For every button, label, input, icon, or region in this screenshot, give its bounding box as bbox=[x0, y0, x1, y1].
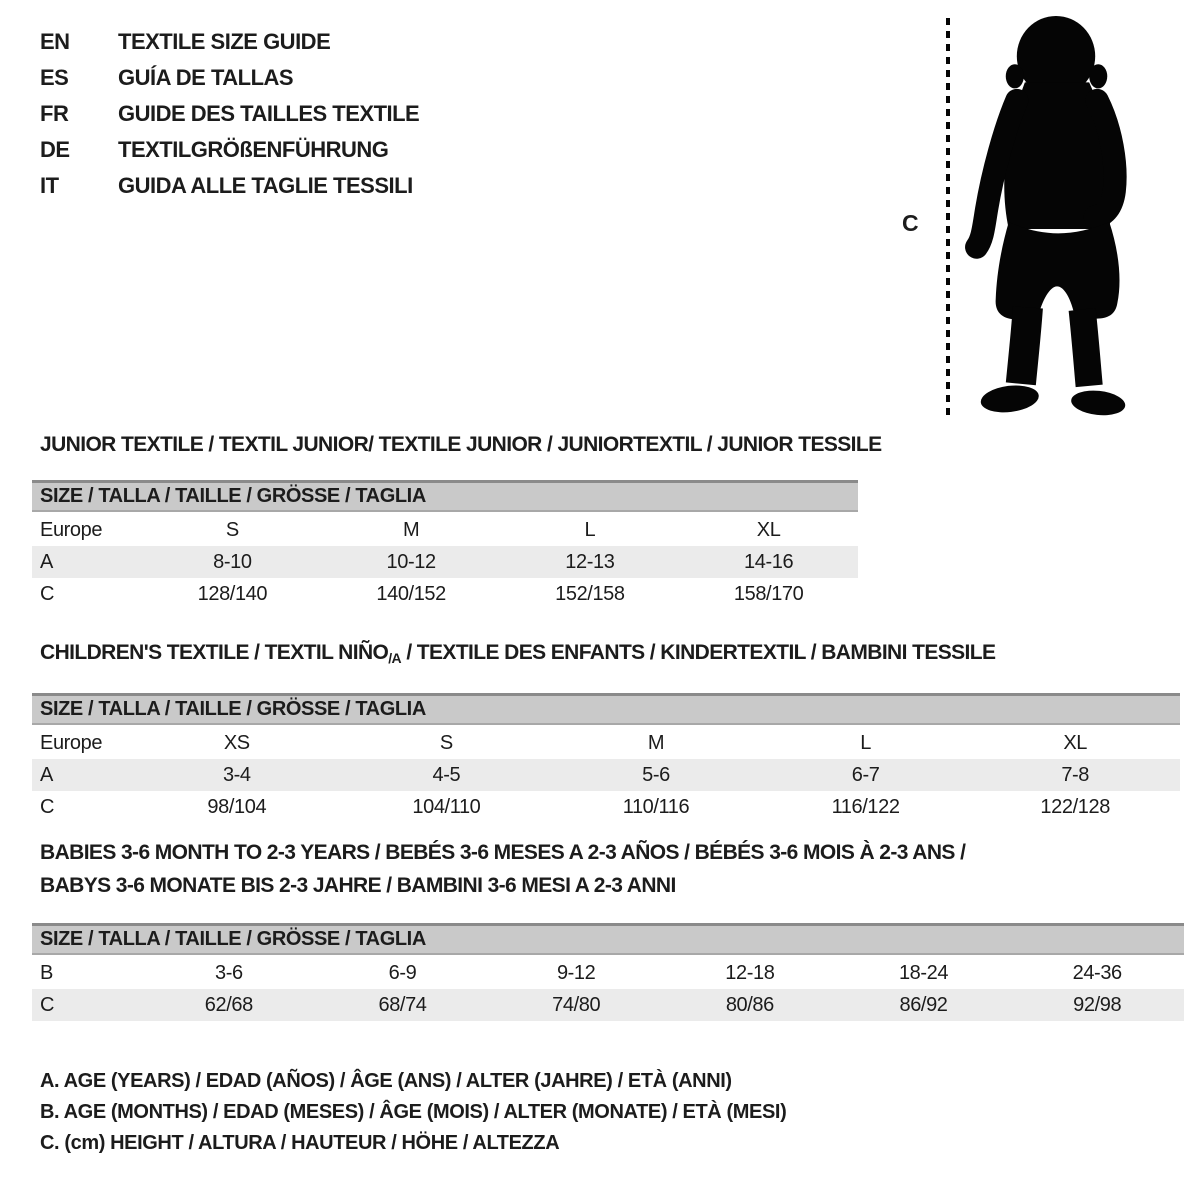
cell-value: 122/128 bbox=[1040, 795, 1110, 818]
size-header-text: SIZE / TALLA / TAILLE / GRÖSSE / TAGLIA bbox=[40, 485, 426, 507]
cell-value: 116/122 bbox=[831, 795, 900, 818]
cell-value: 10-12 bbox=[386, 550, 436, 573]
cell-value: 152/158 bbox=[555, 582, 625, 605]
table-row bbox=[32, 957, 1184, 989]
section-title-text: / TEXTILE DES ENFANTS / KINDERTEXTIL / BAMBINI TESSILE bbox=[401, 641, 996, 664]
cell-value: 62/68 bbox=[204, 993, 253, 1016]
language-code: DE bbox=[40, 137, 70, 162]
section-children bbox=[32, 640, 1180, 823]
cell-value: 3-4 bbox=[222, 763, 251, 786]
table-row bbox=[32, 546, 858, 578]
section-title-children bbox=[32, 640, 1180, 671]
section-title-text: BABYS 3-6 MONATE BIS 2-3 JAHRE / BAMBINI 3-6 MESI A 2-3 ANNI bbox=[40, 874, 676, 897]
language-code: FR bbox=[40, 101, 69, 126]
footnote: C. (cm) HEIGHT / ALTURA / HAUTEUR / HÖHE / ALTEZZA bbox=[40, 1132, 560, 1154]
section-title-babies bbox=[32, 840, 1184, 899]
row-label: B bbox=[40, 961, 53, 984]
language-label: GUÍA DE TALLAS bbox=[118, 65, 294, 90]
cell-value: M bbox=[402, 518, 420, 541]
cell-value: 4-5 bbox=[432, 763, 461, 786]
section-title-line bbox=[40, 640, 1180, 671]
cell-value: 12-18 bbox=[725, 961, 775, 984]
cell-value: 158/170 bbox=[733, 582, 804, 605]
size-header-bar bbox=[32, 923, 1184, 955]
footnote: B. AGE (MONTHS) / EDAD (MESES) / ÂGE (MOIS) / ALTER (MONATE) / ETÀ (MESI) bbox=[40, 1101, 787, 1123]
row-label: C bbox=[40, 795, 55, 818]
language-item bbox=[40, 60, 419, 96]
cell-value: 7-8 bbox=[1061, 763, 1090, 786]
row-label: Europe bbox=[40, 518, 103, 541]
row-label: A bbox=[40, 763, 53, 786]
size-header-text: SIZE / TALLA / TAILLE / GRÖSSE / TAGLIA bbox=[40, 698, 426, 720]
cell-value: 68/74 bbox=[378, 993, 427, 1016]
cell-value: 12-13 bbox=[565, 550, 615, 573]
row-label: Europe bbox=[40, 731, 103, 754]
cell-value: 110/116 bbox=[622, 795, 690, 818]
cell-value: XL bbox=[1063, 731, 1087, 754]
cell-value: L bbox=[860, 731, 871, 754]
row-label: C bbox=[40, 993, 55, 1016]
size-header-bar bbox=[32, 480, 858, 512]
size-table-children bbox=[32, 727, 1180, 823]
cell-value: 92/98 bbox=[1073, 993, 1122, 1016]
cell-value: 128/140 bbox=[197, 582, 268, 605]
cell-value: 5-6 bbox=[642, 763, 670, 786]
section-title-text: BABIES 3-6 MONTH TO 2-3 YEARS / BEBÉS 3-6 MESES A 2-3 AÑOS / BÉBÉS 3-6 MOIS À 2-3 ANS / bbox=[40, 841, 966, 864]
cell-value: L bbox=[584, 518, 596, 541]
table-row bbox=[32, 759, 1180, 791]
language-item bbox=[40, 132, 419, 168]
section-babies bbox=[32, 840, 1184, 1021]
section-junior bbox=[32, 432, 882, 610]
language-code: IT bbox=[40, 173, 59, 198]
cell-value: 8-10 bbox=[213, 550, 252, 573]
row-label: C bbox=[40, 582, 55, 605]
table-row bbox=[32, 791, 1180, 823]
section-title-line bbox=[40, 873, 1184, 899]
language-label: GUIDA ALLE TAGLIE TESSILI bbox=[118, 173, 413, 198]
section-title-text: /A bbox=[388, 650, 402, 666]
cell-value: 24-36 bbox=[1072, 961, 1122, 984]
table-row bbox=[32, 578, 858, 610]
cell-value: 74/80 bbox=[552, 993, 601, 1016]
footnote: A. AGE (YEARS) / EDAD (AÑOS) / ÂGE (ANS) / ALTER (JAHRE) / ETÀ (ANNI) bbox=[40, 1070, 732, 1092]
cell-value: 9-12 bbox=[556, 961, 596, 984]
cell-value: S bbox=[225, 518, 239, 541]
language-item bbox=[40, 168, 419, 204]
language-item bbox=[40, 96, 419, 132]
table-row bbox=[32, 989, 1184, 1021]
section-title-line bbox=[40, 840, 1184, 866]
size-header-text: SIZE / TALLA / TAILLE / GRÖSSE / TAGLIA bbox=[40, 928, 426, 950]
height-measure-dashed-line bbox=[946, 18, 950, 416]
language-list bbox=[40, 24, 419, 204]
section-title-junior bbox=[32, 432, 882, 458]
cell-value: 3-6 bbox=[214, 961, 243, 984]
language-item bbox=[40, 24, 419, 60]
cell-value: XS bbox=[223, 731, 250, 754]
cell-value: 14-16 bbox=[744, 550, 794, 573]
cell-value: 18-24 bbox=[898, 961, 949, 984]
toddler-silhouette-icon bbox=[963, 16, 1147, 418]
height-measure-label: C bbox=[902, 210, 919, 236]
language-label: GUIDE DES TAILLES TEXTILE bbox=[118, 101, 420, 126]
cell-value: 140/152 bbox=[376, 582, 446, 605]
section-title-text: JUNIOR TEXTILE / TEXTIL JUNIOR/ TEXTILE JUNIOR / JUNIORTEXTIL / JUNIOR TESSILE bbox=[40, 433, 882, 456]
language-code: ES bbox=[40, 65, 69, 90]
language-code: EN bbox=[40, 29, 70, 54]
cell-value: 6-9 bbox=[388, 961, 417, 984]
cell-value: 98/104 bbox=[207, 795, 267, 818]
section-title-text: CHILDREN'S TEXTILE / TEXTIL NIÑO bbox=[40, 641, 389, 664]
language-label: TEXTILGRÖßENFÜHRUNG bbox=[118, 137, 389, 162]
language-label: TEXTILE SIZE GUIDE bbox=[118, 29, 331, 54]
section-title-line bbox=[40, 432, 882, 458]
cell-value: 86/92 bbox=[899, 993, 948, 1016]
cell-value: 80/86 bbox=[725, 993, 774, 1016]
table-row bbox=[32, 727, 1180, 759]
table-row bbox=[32, 514, 858, 546]
cell-value: 6-7 bbox=[851, 763, 880, 786]
cell-value: S bbox=[439, 731, 453, 754]
size-table-junior bbox=[32, 514, 858, 610]
cell-value: XL bbox=[756, 518, 781, 541]
size-table-babies bbox=[32, 957, 1184, 1021]
cell-value: 104/110 bbox=[412, 795, 481, 818]
footnote-list bbox=[40, 1066, 786, 1159]
cell-value: M bbox=[647, 731, 665, 754]
size-header-bar bbox=[32, 693, 1180, 725]
row-label: A bbox=[40, 550, 53, 573]
